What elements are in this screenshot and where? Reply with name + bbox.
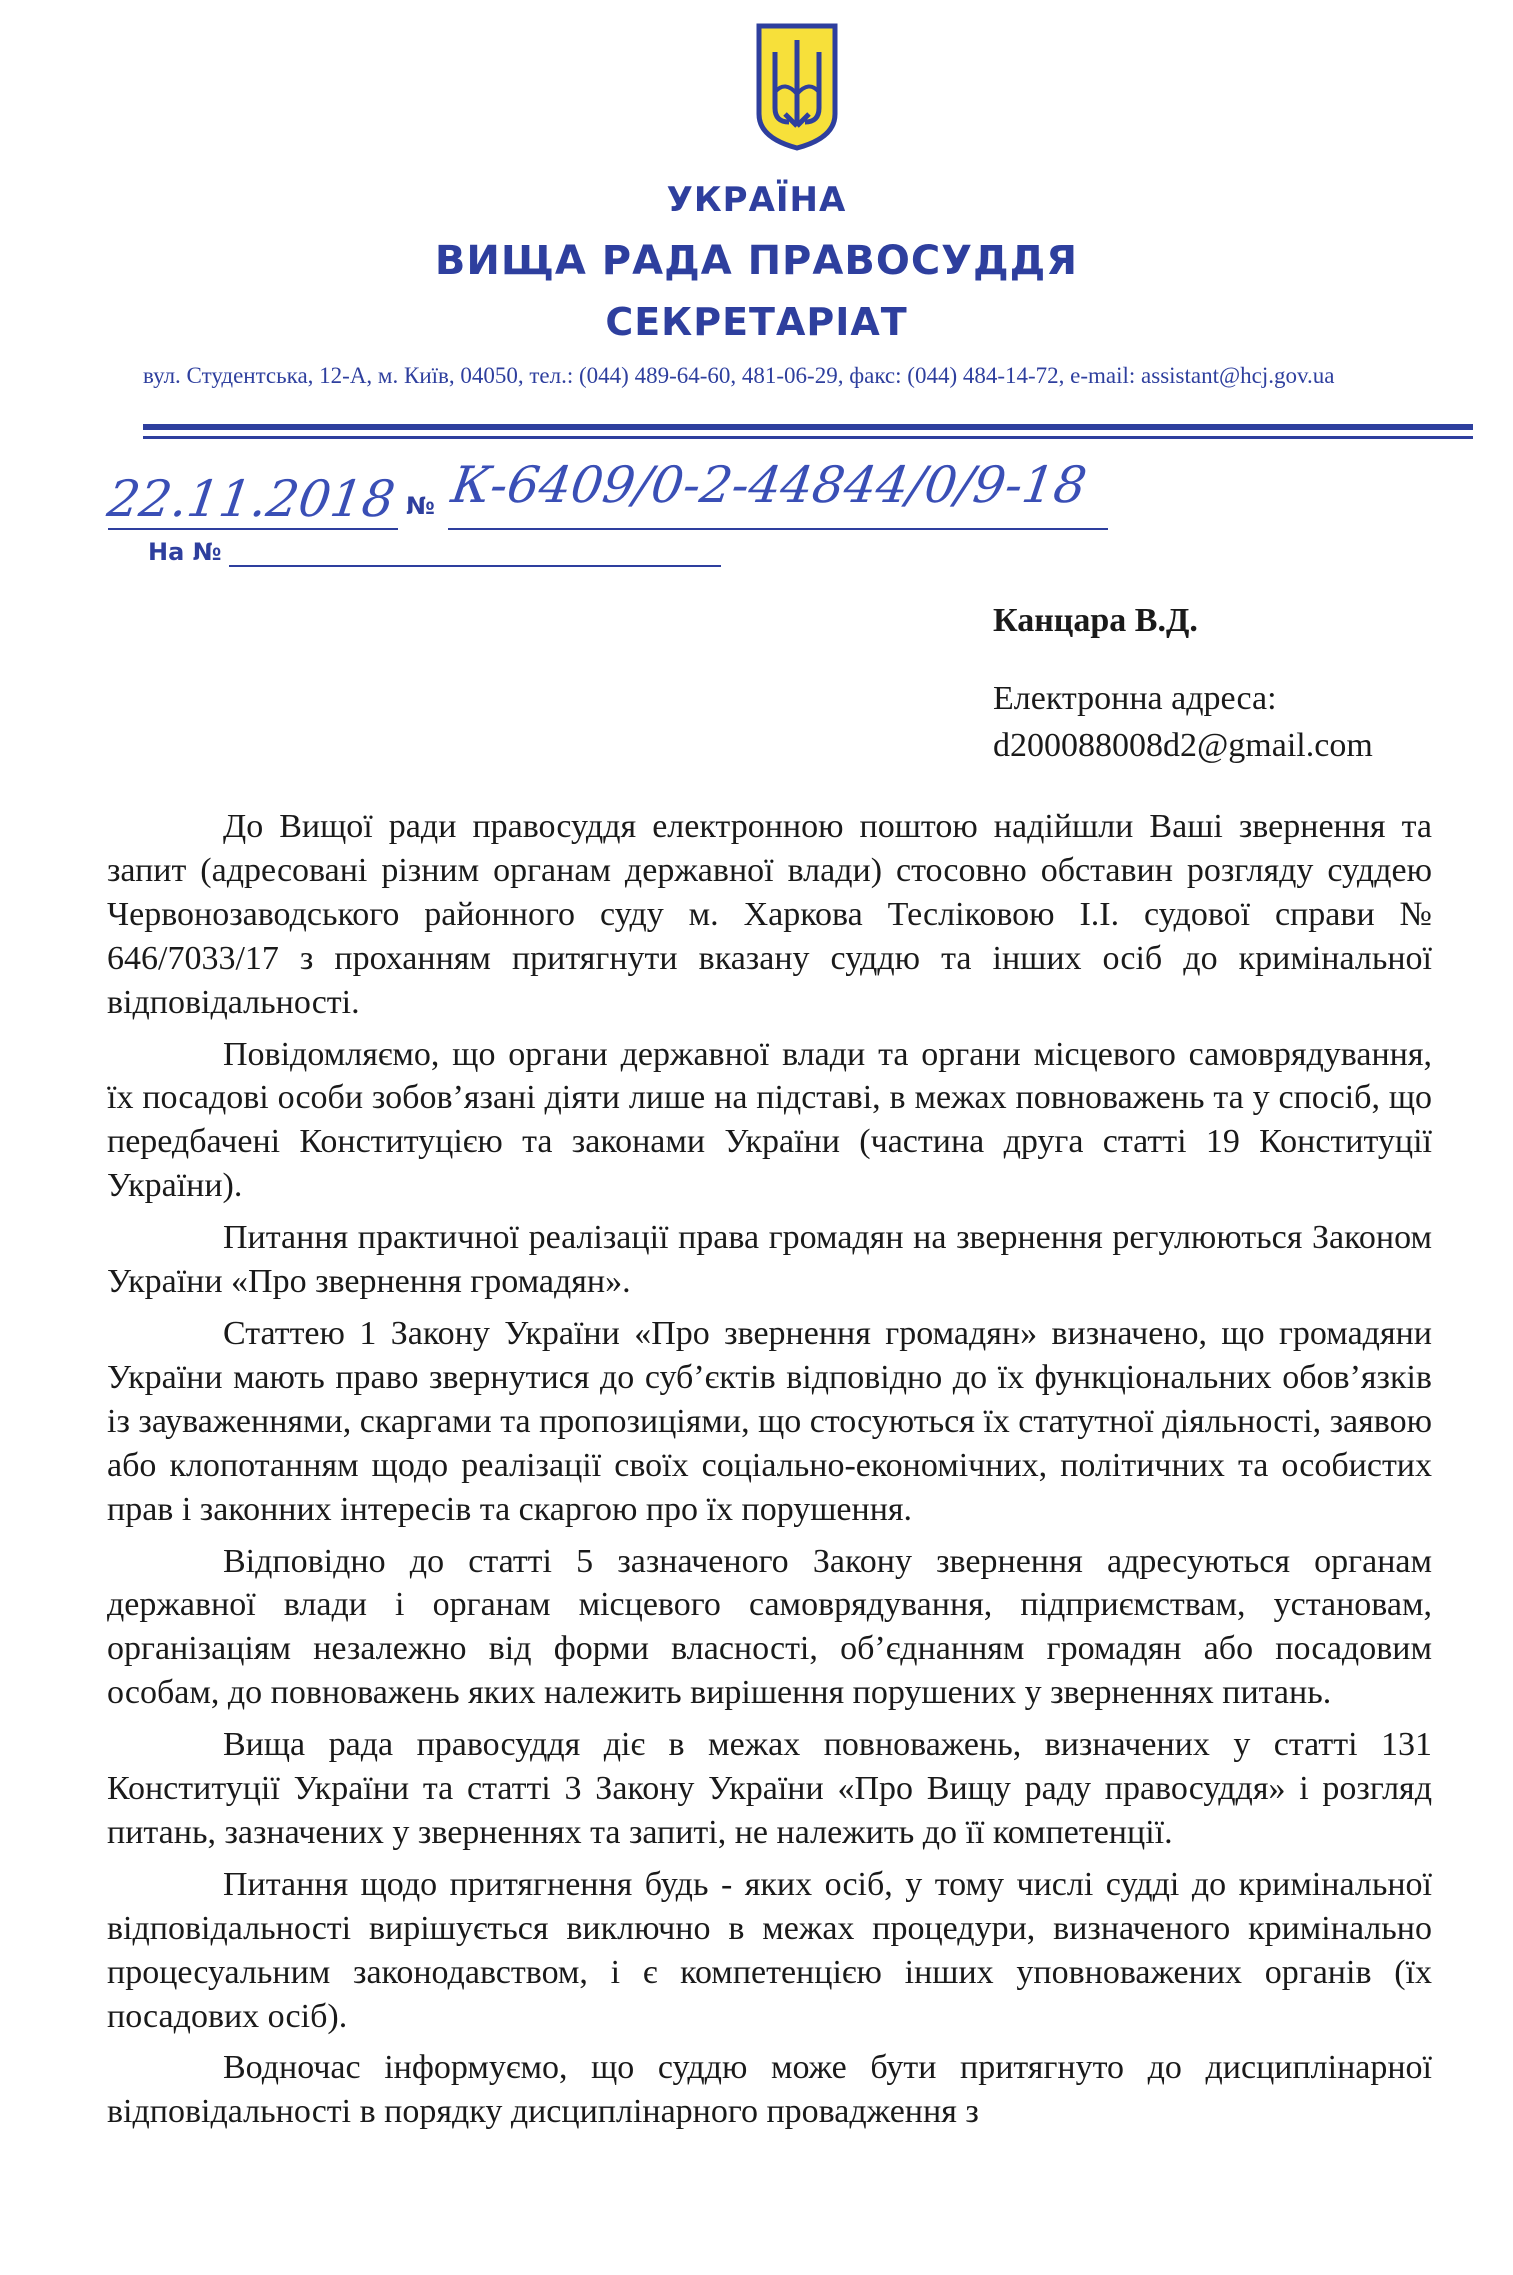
body-paragraph: Статтею 1 Закону України «Про звернення громадян» визначено, що громадяни України мають право звернутися до суб’єктів відповідно до їх функціональних обов’язків із зауваженнями, скаргами та пропозиціями, що стосуються їх статутної діяльності, заявою або клопотанням щодо реалізації своїх соціально-економічних, політичних та особистих прав і законних інтересів та скаргою про їх порушення. [107,1314,1432,1528]
coat-of-arms-icon [755,22,839,152]
body-paragraph: Питання практичної реалізації права громадян на звернення регулюються Законом України «Про звернення громадян». [107,1219,1432,1301]
reference-underline [229,565,721,567]
letter-body [107,805,1432,2142]
secretariat-heading: СЕКРЕТАРІАТ [605,300,908,344]
header-divider [143,424,1473,430]
contact-line: вул. Студентська, 12-А, м. Київ, 04050, тел.: (044) 489-64-60, 481-06-29, факс: (044) 484-14-72, e-mail: assistant@hcj.gov.ua [143,363,1335,388]
reference-label: На № [148,538,222,566]
date-underline [108,528,398,530]
recipient-email-label: Електронна адреса: [993,680,1277,717]
number-underline [448,528,1108,530]
handwritten-number: К-6409/0-2-44844/0/9-18 [447,456,1091,514]
body-paragraph: Повідомляємо, що органи державної влади та органи місцевого самоврядування, їх посадові особи зобов’язані діяти лише на підставі, в межах повноважень та у спосіб, що передбачені Конституцією та законами України (частина друга статті 19 Конституції України). [107,1035,1432,1205]
body-paragraph: Водночас інформуємо, що суддю може бути притягнуто до дисциплінарної відповідальності в порядку дисциплінарного провадження з [107,2049,1432,2131]
country-heading: УКРАЇНА [666,180,847,220]
number-label: № [406,492,435,520]
body-paragraph: Питання щодо притягнення будь - яких осіб, у тому числі судді до кримінальної відповідальності вирішується виключно в межах процедури, визначеного кримінально процесуальним законодавством, і є компетенцією інших уповноважених органів (їх посадових осіб). [107,1865,1432,2035]
recipient-email: d200088008d2@gmail.com [993,727,1373,764]
council-heading: ВИЩА РАДА ПРАВОСУДДЯ [434,238,1079,284]
body-paragraph: Вища рада правосуддя діє в межах повноважень, визначених у статті 131 Конституції України та статті 3 Закону України «Про Вищу раду правосуддя» і розгляд питань, зазначених у зверненнях та запиті, не належить до її компетенції. [107,1726,1432,1851]
header-divider-thin [143,436,1473,439]
recipient-name: Канцара В.Д. [993,602,1198,639]
body-paragraph: Відповідно до статті 5 зазначеного Закону звернення адресуються органам державної влади і органам місцевого самоврядування, підприємствам, установам, організаціям незалежно від форми власності, об’єднанням громадян або посадовим особам, до повноважень яких належить вирішення порушених у зверненнях питань. [107,1542,1432,1712]
handwritten-date: 22.11.2018 [103,470,399,528]
body-paragraph: До Вищої ради правосуддя електронною поштою надійшли Ваші звернення та запит (адресовані різним органам державної влади) стосовно обставин розгляду суддею Червонозаводського районного суду м. Харкова Тесліковою І.І. судової справи № 646/7033/17 з проханням притягнути вказану суддю та інших осіб до кримінальної відповідальності. [107,808,1432,1021]
